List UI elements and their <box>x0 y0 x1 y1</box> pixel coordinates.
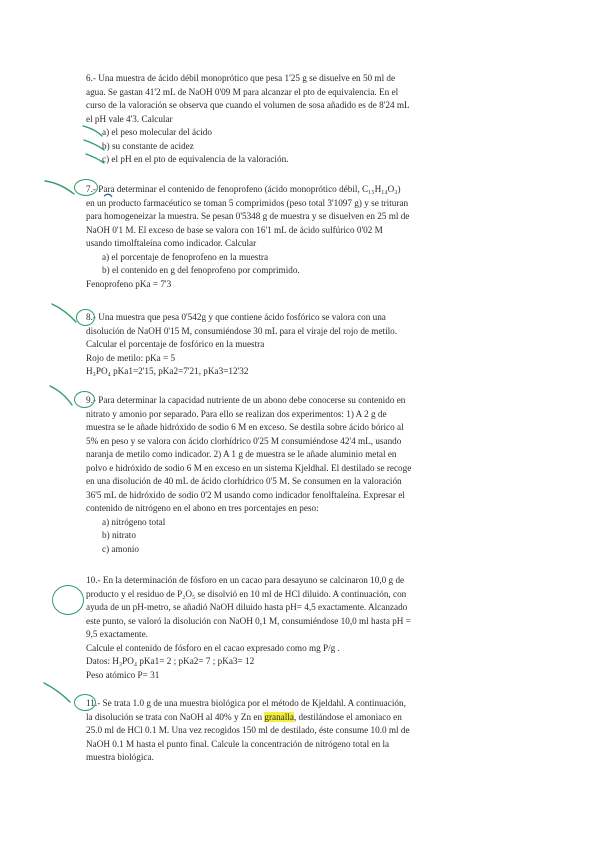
problem-9-line: nitrato y amonio por separado. Para ello se realizan dos experimentos: 1) A 2 g de <box>86 408 387 419</box>
problem-10-line: Calcule el contenido de fósforo en el cacao expresado como mg P/g . <box>86 642 340 653</box>
circle-mark-8 <box>76 309 95 326</box>
problem-11-line: NaOH 0.1 M hasta el punto final. Calcule la concentración de nitrógeno total en la <box>86 738 390 749</box>
highlighted-word: granalla <box>264 711 294 722</box>
problem-8-line: Rojo de metilo: pKa = 5 <box>86 352 176 363</box>
problem-8-line: Calcular el porcentaje de fosfórico en la muestra <box>86 339 265 349</box>
problem-8 <box>86 311 512 379</box>
problem-7-line: usando timolftaleína como indicador. Calcular <box>86 238 257 248</box>
circle-mark-7 <box>74 179 98 196</box>
problem-7 <box>86 183 512 291</box>
problem-6-line: el pH vale 4'3. Calcular <box>86 113 173 124</box>
problem-10-line: 9,5 exactamente. <box>86 629 148 639</box>
problem-6-item-b: b) su constante de acidez <box>102 140 194 151</box>
problem-6-item-c: c) el pH en el pto de equivalencia de la valoración. <box>102 154 289 164</box>
problem-9-line: 9.- Para determinar la capacidad nutriente de un abono debe conocerse su contenido en <box>86 395 406 405</box>
problem-9-item-b: b) nitrato <box>102 530 136 540</box>
problem-6 <box>86 72 512 167</box>
problem-6-item-a: a) el peso molecular del ácido <box>102 127 212 137</box>
problem-10-line: Datos: H₃PO₄ pKa1= 2 ; pKa2= 7 ; pKa3= 12 <box>86 656 255 666</box>
problem-11-text: la disolución se trata con NaOH al 40% y Zn en <box>86 711 265 722</box>
problem-7-footer: Fenoprofeno pKa = 7'3 <box>86 278 172 289</box>
problem-6-line: agua. Se gastan 41'2 mL de NaOH 0'09 M para alcanzar el pto de equivalencia. En el <box>86 86 399 97</box>
problem-10-line: este punto, se valoró la disolución con NaOH 0,1 M, consumiéndose 10,0 ml hasta pH = <box>86 615 411 626</box>
problem-10-line: 10.- En la determinación de fósforo en un cacao para desayuno se calcinaron 10,0 g de <box>86 575 405 585</box>
problem-7-line: para homogeneizar la muestra. Se pesan 0'5348 g de muestra y se disuelven en 25 ml de <box>86 211 410 221</box>
problem-10-line: ayuda de un pH-metro, se añadió NaOH diluido hasta pH= 4,5 exactamente. Alcanzado <box>86 602 408 612</box>
problem-9-item-a: a) nitrógeno total <box>102 516 166 527</box>
problem-10-line: Peso atómico P= 31 <box>86 669 160 680</box>
problem-10-line: producto y el residuo de P₂O₅ se disolvió en 10 ml de HCl diluido. A continuación, con <box>86 588 407 599</box>
problem-9-line: muestra se le añade hidróxido de sodio 6 M en exceso. Se destila sobre ácido bórico al <box>86 422 404 432</box>
problem-11-line: 25.0 ml de HCl 0.1 M. Una vez recogidos 150 ml de destilado, éste consume 10.0 ml de <box>86 725 410 735</box>
problem-11-text: , destilándose el amoniaco en <box>293 711 402 722</box>
problem-6-line: curso de la valoración se observa que cuando el volumen de sosa añadido es de 8'24 mL <box>86 100 410 110</box>
problem-7-item-a: a) el porcentaje de fenoprofeno en la muestra <box>102 251 269 262</box>
problem-11-line: 11.- Se trata 1.0 g de una muestra biológica por el método de Kjeldahl. A continuación, <box>86 698 406 708</box>
circle-mark-10 <box>52 585 84 615</box>
problem-7-line: en un producto farmacéutico se toman 5 comprimidos (peso total 3'1097 g) y se trituran <box>86 197 409 208</box>
problem-8-line: disolución de NaOH 0'15 M, consumiéndose 30 mL para el viraje del rojo de metilo. <box>86 325 398 336</box>
problem-9-line: naranja de metilo como indicador. 2) A 1 g de muestra se le añade aluminio metal en <box>86 449 397 459</box>
problem-9-line: polvo e hidróxido de sodio 6 M en exceso en un sistema Kjeldhal. El destilado se recoge <box>86 462 412 473</box>
problem-9-item-c: c) amonio <box>102 543 139 554</box>
problem-6-line: 6.- Una muestra de ácido débil monoprótico que pesa 1'25 g se disuelve en 50 ml de <box>86 73 396 83</box>
problem-8-line: H₃PO₄ pKa1=2'15, pKa2=7'21, pKa3=12'32 <box>86 366 249 376</box>
problem-11 <box>86 697 512 765</box>
problem-9-line: 36'5 mL de hidróxido de sodio 0'2 M usando como indicador fenolftaleína. Expresar el <box>86 489 405 500</box>
circle-mark-11 <box>74 694 96 711</box>
problem-9-line: en una disolución de 40 mL de ácido clorhídrico 0'5 M. Se consumen en la valoración <box>86 476 402 486</box>
problem-7-line: NaOH 0'1 M. El exceso de base se valora con 16'1 mL de ácido sulfúrico 0'02 M <box>86 224 383 235</box>
circle-mark-9 <box>74 391 95 408</box>
problem-7-item-b: b) el contenido en g del fenoprofeno por comprimido. <box>102 265 300 275</box>
problem-8-line: 8.- Una muestra que pesa 0'542g y que contiene ácido fosfórico se valora con una <box>86 312 386 322</box>
problem-9-line: 5% en peso y se valora con ácido clorhídrico 0'25 M consumiéndose 42'4 mL, usando <box>86 435 402 446</box>
problem-7-line: 7.- Para determinar el contenido de fenoprofeno (ácido monoprótico débil, C₁₅H₁₄O₃) <box>86 184 401 194</box>
problem-9-line: contenido de nitrógeno en el abono en tres porcentajes en peso: <box>86 503 319 513</box>
problem-11-line <box>86 711 512 725</box>
problem-10 <box>86 574 512 682</box>
problem-9 <box>86 394 512 556</box>
problem-11-line: muestra biológica. <box>86 752 154 762</box>
